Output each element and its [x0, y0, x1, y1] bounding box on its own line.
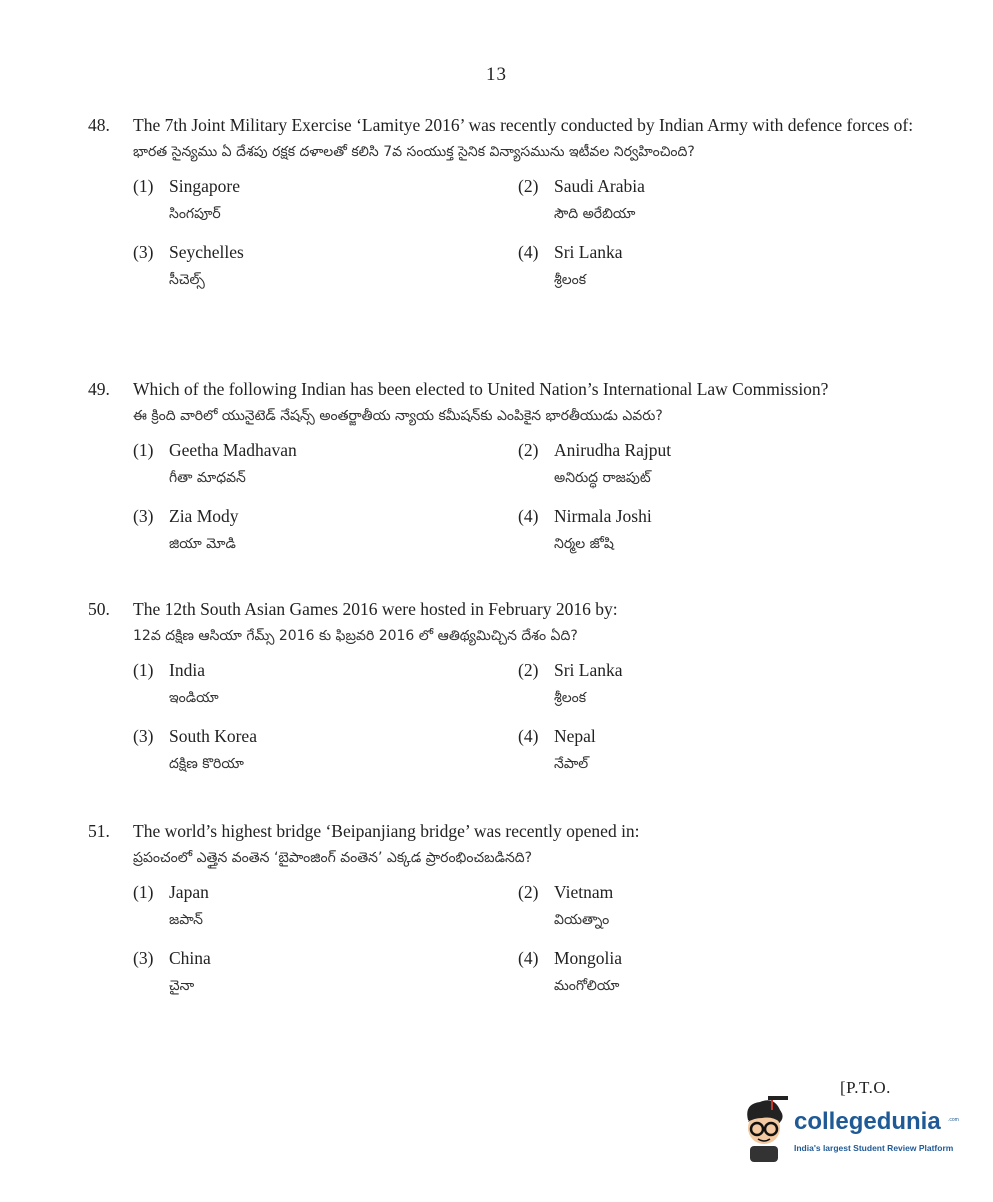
question-50 — [88, 596, 918, 779]
page-number: 13 — [486, 64, 507, 85]
question-text-english: The 12th South Asian Games 2016 were hosted in February 2016 by: — [133, 599, 618, 619]
option-text-english: Nepal — [554, 726, 596, 746]
option-text-telugu: సౌది అరేబియా — [554, 206, 636, 222]
option-text-english: China — [169, 948, 211, 968]
option-text-telugu: సింగపూర్ — [169, 206, 221, 222]
option-3 — [133, 503, 518, 559]
option-text-telugu: చైనా — [169, 978, 195, 994]
option-text-english: Nirmala Joshi — [554, 506, 652, 526]
option-text-english: Singapore — [169, 176, 240, 196]
option-2 — [518, 879, 903, 935]
option-text-telugu: జపాన్ — [169, 912, 203, 928]
option-text-telugu: నేపాల్ — [554, 756, 589, 772]
question-number: 49. — [88, 379, 110, 399]
option-text-english: South Korea — [169, 726, 257, 746]
option-label: (2) — [518, 176, 539, 196]
option-4 — [518, 503, 903, 559]
option-3 — [133, 945, 518, 1001]
option-text-telugu: నిర్మల జోషి — [554, 536, 614, 552]
option-label: (3) — [133, 948, 154, 968]
option-text-english: Japan — [169, 882, 209, 902]
question-51 — [88, 818, 918, 1001]
question-number: 50. — [88, 599, 110, 619]
option-label: (4) — [518, 242, 539, 262]
option-2 — [518, 437, 903, 493]
option-4 — [518, 945, 903, 1001]
pto-label: [P.T.O. — [840, 1078, 891, 1097]
option-text-english: India — [169, 660, 205, 680]
option-3 — [133, 239, 518, 295]
option-2 — [518, 657, 903, 713]
option-text-telugu: మంగోలియా — [554, 978, 620, 994]
option-text-english: Anirudha Rajput — [554, 440, 672, 460]
option-label: (3) — [133, 726, 154, 746]
options-grid — [133, 879, 918, 1001]
option-text-english: Saudi Arabia — [554, 176, 645, 196]
question-text-telugu: ప్రపంచంలో ఎత్తైన వంతెన ‘బైపాంజింగ్ వంతెన’ ఎక్కడ ప్రారంభించబడినది? — [133, 850, 533, 866]
option-text-telugu: వియత్నాం — [554, 912, 610, 928]
student-mascot-icon — [738, 1094, 792, 1166]
option-text-telugu: శ్రీలంక — [554, 690, 587, 706]
option-1 — [133, 173, 518, 229]
option-text-english: Geetha Madhavan — [169, 440, 297, 460]
question-49 — [88, 376, 918, 559]
option-text-telugu: అనిరుద్ధ రాజపుట్ — [554, 470, 651, 486]
option-text-telugu: శ్రీలంక — [554, 272, 587, 288]
option-text-english: Sri Lanka — [554, 660, 623, 680]
option-text-telugu: గీతా మాధవన్ — [169, 470, 246, 486]
watermark-brand: collegedunia — [794, 1108, 941, 1135]
option-text-english: Sri Lanka — [554, 242, 623, 262]
question-48 — [88, 112, 918, 295]
question-text-english: The 7th Joint Military Exercise ‘Lamitye 2016’ was recently conducted by Indian Army with defence forces of: — [133, 115, 914, 135]
option-text-english: Seychelles — [169, 242, 244, 262]
watermark-tagline: India's largest Student Review Platform — [794, 1143, 954, 1153]
option-label: (3) — [133, 242, 154, 262]
option-text-english: Zia Mody — [169, 506, 239, 526]
watermark-domain-suffix: .com — [948, 1117, 959, 1123]
question-number: 48. — [88, 115, 110, 135]
option-4 — [518, 723, 903, 779]
question-text-telugu: 12వ దక్షిణ ఆసియా గేమ్స్ 2016 కు ఫిబ్రవరి 2016 లో ఆతిథ్యమిచ్చిన దేశం ఏది? — [133, 628, 578, 644]
option-label: (2) — [518, 660, 539, 680]
option-label: (1) — [133, 440, 154, 460]
question-text-telugu: భారత సైన్యము ఏ దేశపు రక్షక దళాలతో కలిసి 7వ సంయుక్త సైనిక విన్యాసమును ఇటీవల నిర్వహించింది? — [133, 144, 695, 160]
option-text-telugu: జియా మోడి — [169, 536, 236, 552]
option-label: (1) — [133, 660, 154, 680]
options-grid — [133, 173, 918, 295]
option-3 — [133, 723, 518, 779]
option-text-telugu: ఇండియా — [169, 690, 219, 706]
collegedunia-watermark — [738, 1094, 968, 1166]
option-label: (2) — [518, 440, 539, 460]
option-1 — [133, 657, 518, 713]
option-label: (4) — [518, 726, 539, 746]
option-label: (4) — [518, 506, 539, 526]
option-text-english: Vietnam — [554, 882, 614, 902]
question-text-telugu: ఈ క్రింది వారిలో యునైటెడ్ నేషన్స్ అంతర్జాతీయ న్యాయ కమీషన్‌కు ఎంపికైన భారతీయుడు ఎవరు? — [133, 408, 663, 424]
option-1 — [133, 437, 518, 493]
option-2 — [518, 173, 903, 229]
option-label: (4) — [518, 948, 539, 968]
option-text-english: Mongolia — [554, 948, 623, 968]
question-number: 51. — [88, 821, 110, 841]
option-label: (1) — [133, 176, 154, 196]
option-4 — [518, 239, 903, 295]
question-text-english: The world’s highest bridge ‘Beipanjiang bridge’ was recently opened in: — [133, 821, 640, 841]
option-label: (3) — [133, 506, 154, 526]
options-grid — [133, 657, 918, 779]
options-grid — [133, 437, 918, 559]
option-text-telugu: సీచెల్స్ — [169, 272, 205, 288]
option-label: (1) — [133, 882, 154, 902]
option-text-telugu: దక్షిణ కొరియా — [169, 756, 244, 772]
question-text-english: Which of the following Indian has been elected to United Nation’s International Law Commission? — [133, 379, 829, 399]
option-label: (2) — [518, 882, 539, 902]
option-1 — [133, 879, 518, 935]
